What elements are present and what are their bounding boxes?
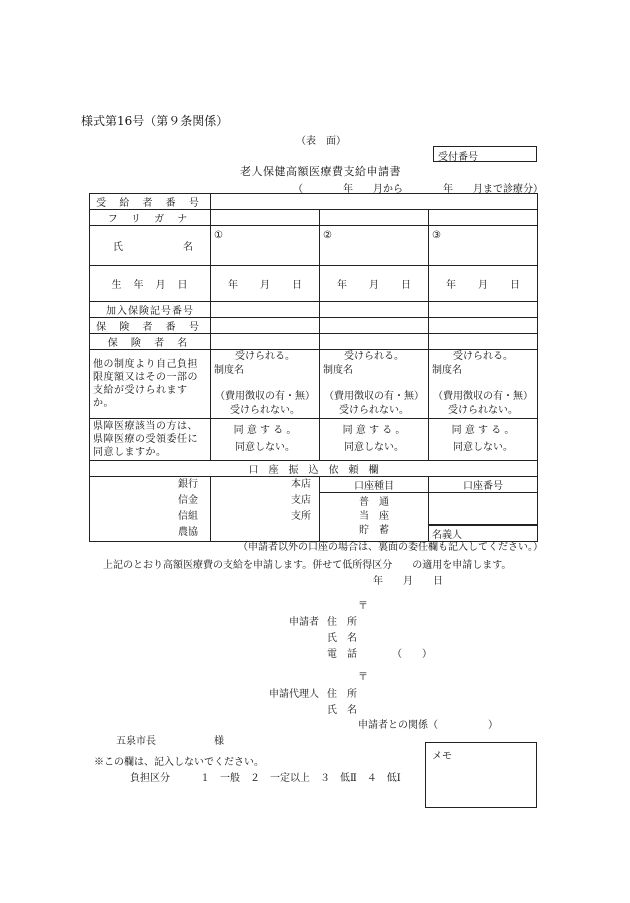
system-name-label: 制度名 — [432, 365, 462, 376]
branch-type-cell[interactable] — [211, 477, 320, 542]
furigana-field-1[interactable] — [211, 210, 320, 226]
bank-type-bank[interactable]: 銀行 — [178, 479, 198, 490]
receivable-option[interactable]: 受けられる。 — [344, 351, 404, 362]
applicant-label: 申請者 — [289, 617, 319, 628]
prefecture-consent-field-3[interactable] — [429, 419, 538, 461]
fee-collection-option[interactable]: （費用徴収の有・無） — [215, 391, 315, 402]
agent-name-label: 氏 名 — [327, 705, 357, 716]
fee-collection-option[interactable]: （費用徴収の有・無） — [324, 391, 424, 402]
bank-type-shinkin[interactable]: 信金 — [178, 495, 198, 506]
circle-3: ③ — [432, 230, 441, 241]
agree-option[interactable]: 同 意 す る 。 — [451, 425, 515, 436]
receipt-number-label: 受付番号 — [438, 152, 478, 163]
period-range: （ 年 月から 年 月まで診療分） — [293, 184, 543, 195]
name-label — [90, 226, 211, 266]
office-use-note: ※この欄は、記入しないでください。 — [94, 757, 264, 768]
system-name-label: 制度名 — [214, 365, 244, 376]
not-receivable-option[interactable]: 受けられない。 — [339, 405, 409, 416]
circle-2: ② — [323, 230, 332, 241]
circle-1: ① — [214, 230, 223, 241]
insurance-symbol-field-1[interactable] — [211, 302, 320, 318]
application-date: 年 月 日 — [373, 576, 443, 587]
application-table — [89, 193, 538, 542]
insurer-name-field-1[interactable] — [211, 334, 320, 350]
sama-label: 様 — [214, 736, 224, 747]
name-label-left: 氏 — [113, 242, 123, 253]
furigana-label: フ リ ガ ナ — [90, 210, 211, 226]
other-system-field-2[interactable] — [320, 350, 429, 419]
bank-transfer-heading: 口 座 振 込 依 頼 欄 — [90, 461, 538, 477]
receipt-number-box[interactable] — [433, 146, 537, 162]
applicant-address-label: 住 所 — [327, 617, 357, 628]
name-field-3[interactable] — [429, 226, 538, 266]
postal-mark-applicant: 〒 — [358, 601, 368, 612]
date-day: 日 — [510, 280, 520, 291]
birth-label: 生 年 月 日 — [90, 266, 211, 302]
account-type-cell[interactable] — [320, 493, 429, 542]
birth-field-3[interactable] — [429, 266, 538, 302]
insurer-number-label: 保 険 者 番 号 — [90, 318, 211, 334]
postal-mark-agent: 〒 — [358, 672, 368, 683]
receivable-option[interactable]: 受けられる。 — [453, 351, 513, 362]
insurer-number-field-2[interactable] — [320, 318, 429, 334]
account-type-current[interactable]: 当 座 — [359, 511, 389, 522]
other-system-field-1[interactable] — [211, 350, 320, 419]
name-field-1[interactable] — [211, 226, 320, 266]
applicant-name-label: 氏 名 — [327, 633, 357, 644]
account-number-header: 口座番号 — [429, 477, 538, 493]
memo-box[interactable] — [425, 742, 537, 808]
agent-label: 申請代理人 — [269, 689, 319, 700]
prefecture-consent-field-2[interactable] — [320, 419, 429, 461]
insurer-number-field-1[interactable] — [211, 318, 320, 334]
insurer-name-field-2[interactable] — [320, 334, 429, 350]
date-month: 月 — [478, 280, 488, 291]
date-day: 日 — [401, 280, 411, 291]
date-year: 年 — [446, 280, 456, 291]
disagree-option[interactable]: 同意しない。 — [453, 442, 513, 453]
name-label-right: 名 — [183, 242, 193, 253]
form-title-code: 様式第16号（第９条関係） — [81, 114, 229, 128]
fee-collection-option[interactable]: （費用徴収の有・無） — [433, 391, 533, 402]
recipient-number-label: 受 給 者 番 号 — [90, 194, 211, 210]
application-statement: 上記のとおり高額医療費の支給を申請します。併せて低所得区分 の適用を申請します。 — [103, 560, 512, 571]
agree-option[interactable]: 同 意 す る 。 — [342, 425, 406, 436]
not-receivable-option[interactable]: 受けられない。 — [230, 405, 300, 416]
receivable-option[interactable]: 受けられる。 — [235, 351, 295, 362]
insurer-number-field-3[interactable] — [429, 318, 538, 334]
branch-type-sub[interactable]: 支所 — [291, 511, 311, 522]
holder-label: 名義人 — [432, 530, 462, 541]
bank-type-shinkumi[interactable]: 信組 — [178, 511, 198, 522]
furigana-field-3[interactable] — [429, 210, 538, 226]
account-type-header: 口座種目 — [320, 477, 429, 493]
burden-classification: 負担区分 １ 一般 ２ 一定以上 ３ 低Ⅱ ４ 低Ⅰ — [130, 773, 401, 784]
disagree-option[interactable]: 同意しない。 — [235, 442, 295, 453]
furigana-field-2[interactable] — [320, 210, 429, 226]
insurance-symbol-field-2[interactable] — [320, 302, 429, 318]
not-receivable-option[interactable]: 受けられない。 — [448, 405, 518, 416]
applicant-phone-label: 電 話 — [327, 649, 357, 660]
other-account-note: （申請者以外の口座の場合は、裏面の委任欄も記入してください。） — [238, 542, 543, 553]
date-month: 月 — [369, 280, 379, 291]
insurer-name-field-3[interactable] — [429, 334, 538, 350]
system-name-label: 制度名 — [323, 365, 353, 376]
branch-type-main[interactable]: 本店 — [291, 479, 311, 490]
document-title: 老人保健高額医療費支給申請書 — [240, 165, 401, 178]
agree-option[interactable]: 同 意 す る 。 — [233, 425, 297, 436]
date-month: 月 — [260, 280, 270, 291]
disagree-option[interactable]: 同意しない。 — [344, 442, 404, 453]
prefecture-consent-field-1[interactable] — [211, 419, 320, 461]
birth-field-2[interactable] — [320, 266, 429, 302]
agent-relation: 申請者との関係（ ） — [358, 720, 498, 731]
memo-label: メモ — [432, 751, 452, 762]
date-year: 年 — [337, 280, 347, 291]
prefecture-consent-label: 県障医療該当の方は、県障医療の受領委任に同意しますか。 — [90, 419, 211, 461]
insurance-symbol-label: 加入保険記号番号 — [90, 302, 211, 318]
applicant-phone-parens: （ ） — [392, 649, 432, 660]
insurance-symbol-field-3[interactable] — [429, 302, 538, 318]
date-day: 日 — [292, 280, 302, 291]
account-type-savings[interactable]: 貯 蓄 — [359, 525, 389, 536]
branch-type-branch[interactable]: 支店 — [291, 495, 311, 506]
account-number-field[interactable] — [429, 493, 538, 525]
recipient-number-field[interactable] — [211, 194, 538, 210]
bank-type-nokyo[interactable]: 農協 — [178, 527, 198, 538]
mayor-label: 五泉市長 — [116, 736, 156, 747]
date-year: 年 — [228, 280, 238, 291]
account-type-ordinary[interactable]: 普 通 — [359, 497, 389, 508]
bank-type-cell[interactable] — [90, 477, 211, 542]
side-label: （表 面） — [296, 136, 346, 147]
insurer-name-label: 保 険 者 名 — [90, 334, 211, 350]
name-field-2[interactable] — [320, 226, 429, 266]
other-system-field-3[interactable] — [429, 350, 538, 419]
birth-field-1[interactable] — [211, 266, 320, 302]
agent-address-label: 住 所 — [327, 689, 357, 700]
other-system-label: 他の制度より自己負担限度額又はその一部の支給が受けられますか。 — [90, 350, 211, 419]
